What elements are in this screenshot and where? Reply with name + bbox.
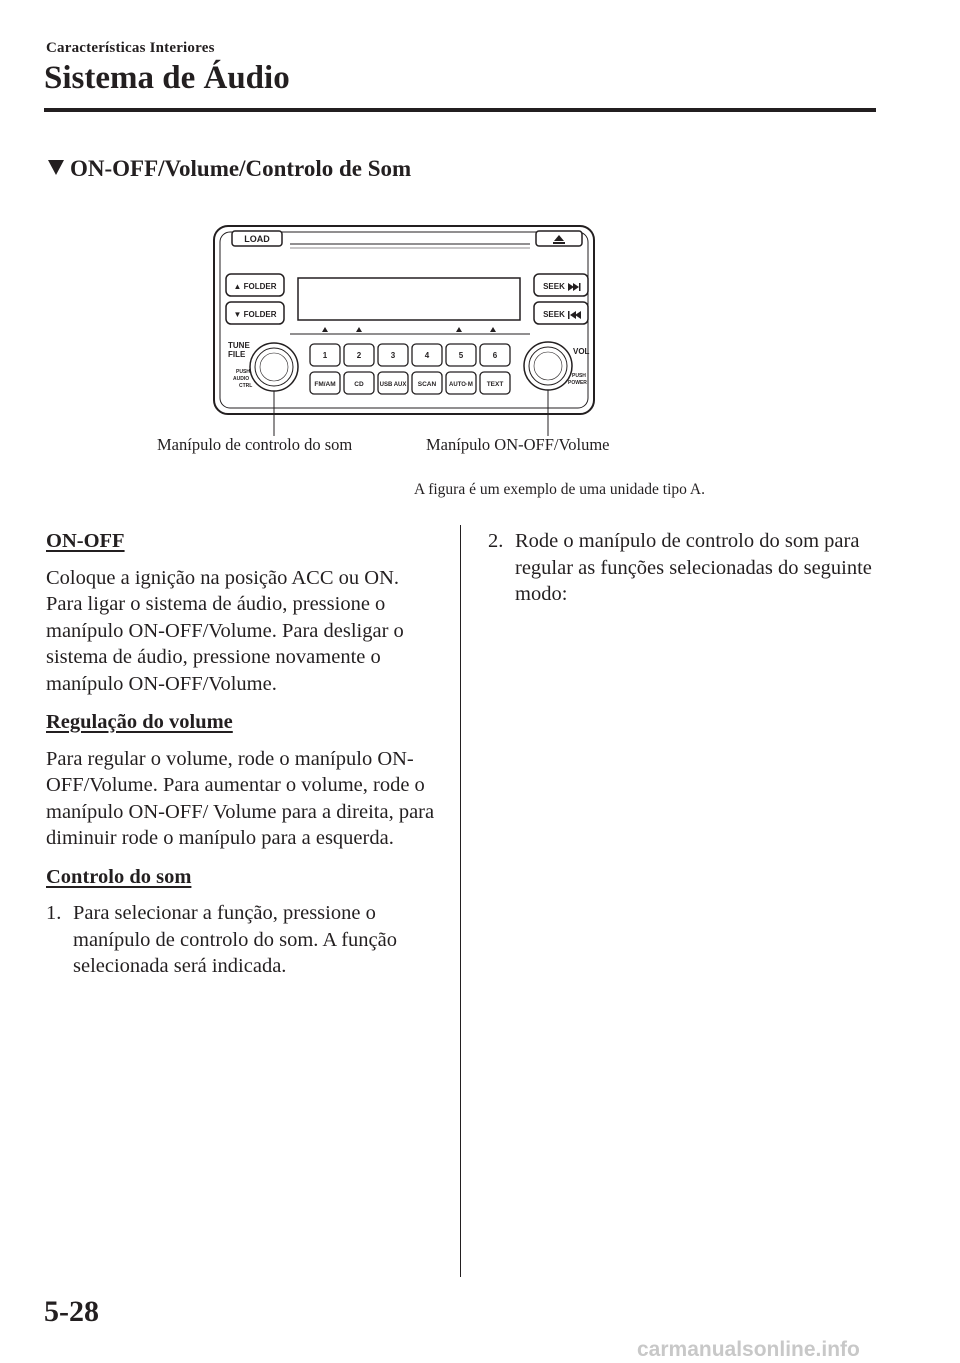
triangle-icon: [48, 160, 64, 175]
header-rule: [44, 108, 876, 112]
heading-sound-control: Controlo do som: [46, 865, 192, 888]
usb-aux-label: USB AUX: [379, 382, 407, 388]
page-number: 5-28: [44, 1295, 99, 1328]
scan-label: SCAN: [417, 381, 437, 388]
list-item: [488, 528, 888, 608]
tune-label: TUNE: [228, 341, 250, 350]
seek-next-label: SEEK: [543, 282, 565, 291]
preset-3-label: 3: [390, 351, 396, 360]
file-label: FILE: [228, 350, 246, 359]
heading-on-off: ON-OFF: [46, 530, 125, 552]
auto-m-label: AUTO·M: [449, 382, 473, 388]
header-section: Características Interiores: [46, 40, 215, 56]
seek-prev-label: SEEK: [543, 310, 565, 319]
preset-1-label: 1: [322, 351, 328, 360]
folder-down-label: ▼ FOLDER: [233, 310, 277, 319]
ctrl-label: CTRL: [239, 383, 253, 389]
list-item: [46, 900, 436, 980]
preset-5-label: 5: [458, 351, 464, 360]
cd-label: CD: [354, 381, 364, 388]
figure-caption: A figura é um exemplo de uma unidade tipo A.: [414, 481, 705, 498]
load-label: LOAD: [244, 234, 270, 244]
callout-volume: Manípulo ON-OFF/Volume: [426, 435, 610, 454]
prev-icon: [568, 311, 570, 319]
volume-knob: [524, 342, 572, 390]
column-divider: [460, 525, 461, 1277]
page-title: Sistema de Áudio: [44, 60, 290, 96]
preset-6-label: 6: [492, 351, 498, 360]
preset-4-label: 4: [424, 351, 430, 360]
step-number: 2.: [488, 530, 504, 552]
paragraph-volume: Para regular o volume, rode o manípulo ON-OFF/Volume. Para aumentar o volume, rode o manípulo ON-OFF/ Volume para a direita, para diminuir rode o manípulo para a esquerda.: [46, 747, 435, 849]
left-column: [46, 528, 436, 992]
vol-label: VOL: [573, 347, 590, 356]
folder-up-label: ▲ FOLDER: [233, 282, 277, 291]
push-label-left: PUSH: [236, 369, 250, 375]
right-column: [488, 528, 888, 620]
section-title-text: ON-OFF/Volume/Controlo de Som: [70, 156, 412, 181]
fm-am-label: FM/AM: [314, 381, 336, 388]
step-text: Rode o manípulo de controlo do som para regular as funções selecionadas do seguinte modo:: [515, 530, 872, 605]
heading-volume: Regulação do volume: [46, 711, 233, 733]
preset-2-label: 2: [356, 351, 362, 360]
paragraph-on-off: Coloque a ignição na posição ACC ou ON. Para ligar o sistema de áudio, pressione o manípulo ON-OFF/Volume. Para desligar o sistema de áudio, pressione novamente o manípulo ON-OFF/Volume.: [46, 566, 404, 695]
watermark: carmanualsonline.info: [637, 1338, 860, 1361]
callout-audio-control: Manípulo de controlo do som: [157, 435, 353, 454]
audio-control-knob: [250, 343, 298, 391]
display-screen: [298, 278, 520, 320]
step-number: 1.: [46, 902, 62, 924]
text-label: TEXT: [486, 381, 504, 388]
push-label-right: PUSH: [572, 373, 586, 379]
power-label: POWER: [568, 380, 587, 386]
section-title: [48, 156, 411, 182]
step-text: Para selecionar a função, pressione o manípulo de controlo do som. A função selecionada será indicada.: [73, 902, 397, 977]
audio-label: AUDIO: [233, 376, 250, 382]
